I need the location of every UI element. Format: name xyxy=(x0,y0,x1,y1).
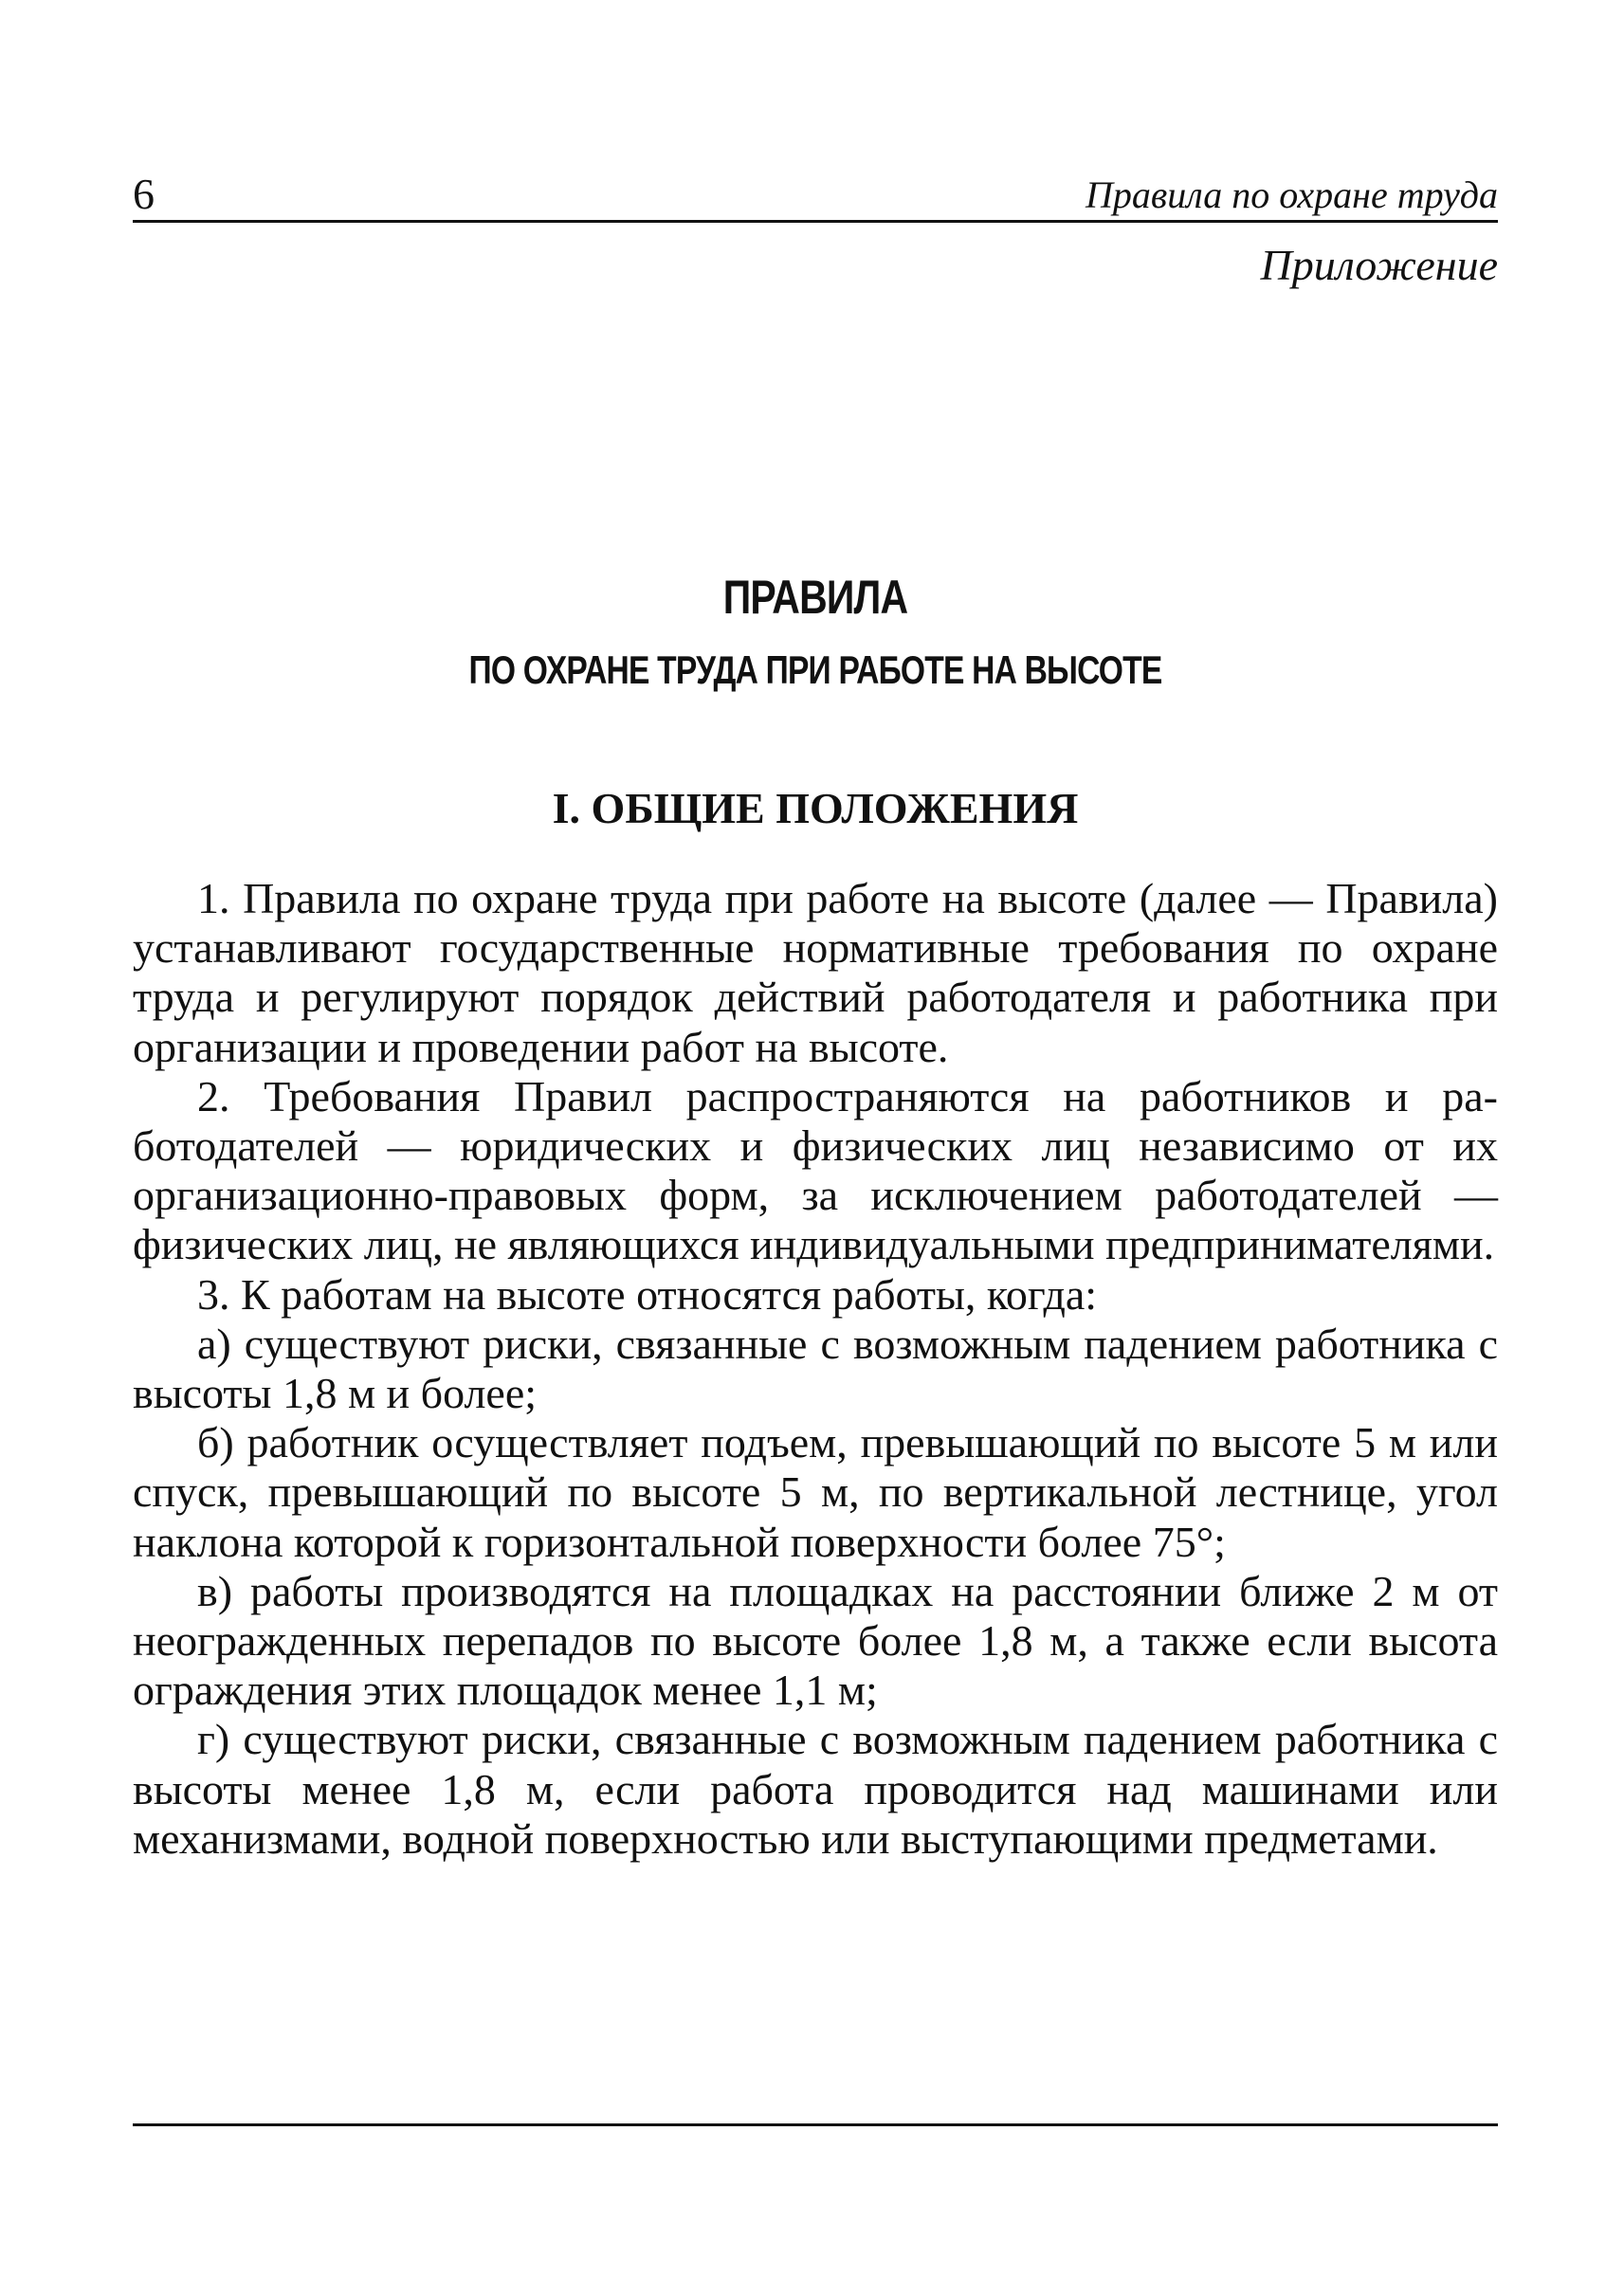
appendix-label: Приложение xyxy=(1260,241,1498,289)
footer-rule xyxy=(133,2123,1498,2126)
section-heading: I. ОБЩИЕ ПОЛОЖЕНИЯ xyxy=(552,784,1079,832)
running-title: Правила по охране труда xyxy=(1086,173,1498,216)
paragraph-1: 1. Правила по охране труда при работе на высоте (далее — Правила) устанавливают государственные нормативные требования по охране труда и регулируют порядок действий работодателя и работника при организации и проведении работ на высоте. xyxy=(133,874,1498,1071)
paragraph-3b: б) работник осуществляет подъем, превышающий по высоте 5 м или спуск, превышающий по высоте 5 м, по вертикальной лестнице, угол наклона которой к горизонтальной поверхности более 75°; xyxy=(133,1418,1498,1566)
document-title: ПРАВИЛА xyxy=(722,571,908,624)
paragraph-2: 2. Требования Правил распространяются на работников и работодателей — юридических и физических лиц независимо от их организационно-правовых форм, за исключением работодателей — физических лиц, не являющихся индивидуальными предпринимателями. xyxy=(133,1071,1498,1269)
document-subtitle: ПО ОХРАНЕ ТРУДА ПРИ РАБОТЕ НА ВЫСОТЕ xyxy=(468,647,1162,692)
paragraph-3a: а) существуют риски, связанные с возможным падением работника с высоты 1,8 м и более; xyxy=(133,1319,1498,1418)
paragraph-3c: в) работы производятся на площадках на расстоянии ближе 2 м от неогражденных перепадов по высоте более 1,8 м, а также если высота ограждения этих площадок менее 1,1 м; xyxy=(133,1566,1498,1715)
running-header xyxy=(133,161,1498,223)
body-text xyxy=(133,874,1498,1864)
page-number: 6 xyxy=(133,170,155,218)
paragraph-3: 3. К работам на высоте относятся работы, когда: xyxy=(197,1269,1098,1319)
paragraph-3d: г) существуют риски, связанные с возможным падением работника с высоты менее 1,8 м, если работа проводится над машинами или механизмами, водной поверхностью или выступающими предметами. xyxy=(133,1715,1498,1863)
